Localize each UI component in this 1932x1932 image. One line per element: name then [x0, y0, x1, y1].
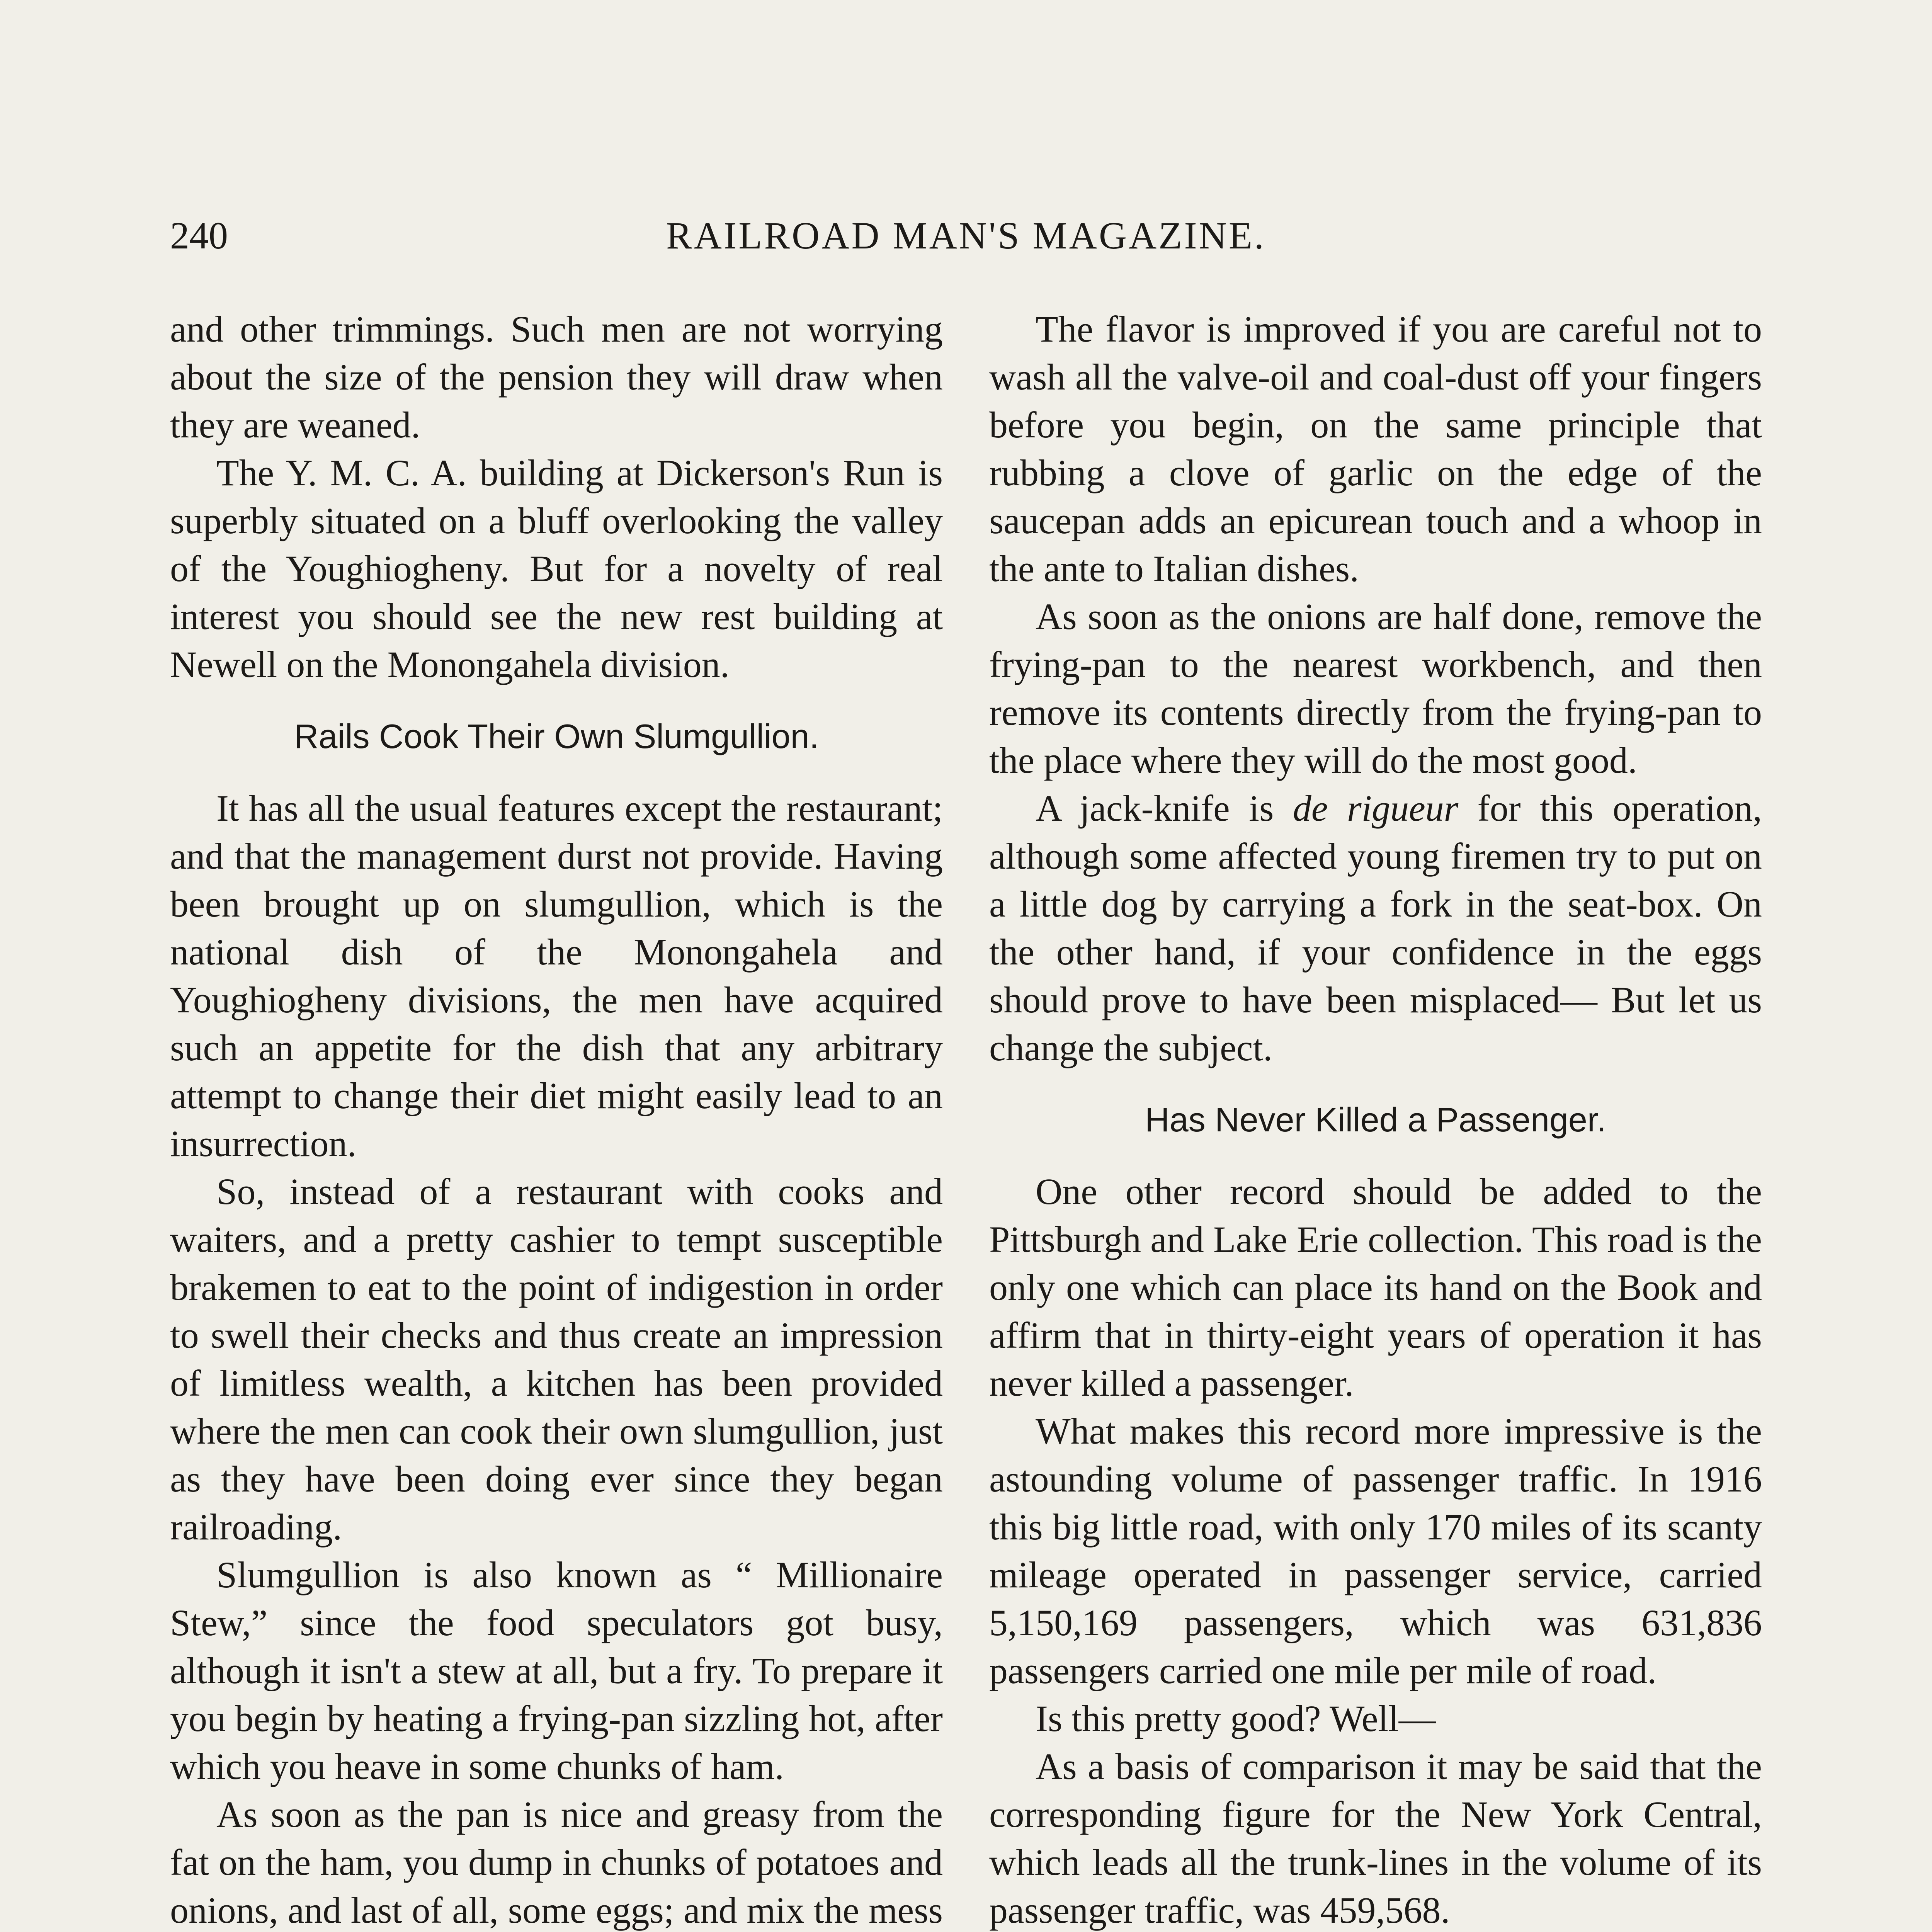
right-paragraph-5: What makes this record more impressive is the astounding volume of passenger traffic. In 1916 this big little road, with only 170 miles of its scanty mileage operated in passenger service, carried 5,150,169 passengers, which was 631,836 passengers carried one mile per mile of road.	[989, 1410, 1762, 1691]
left-paragraph-4: So, instead of a restaurant with cooks and waiters, and a pretty cashier to tempt susceptible brakemen to eat to the point of indigestion in order to swell their checks and thus create an impression of limitless wealth, a kitchen has been provided where the men can cook their own slumgullion, just as they have been doing ever since they began railroading.	[170, 1171, 943, 1548]
italic-phrase: de rigueur	[1293, 787, 1459, 829]
right-paragraph-7: As a basis of comparison it may be said that the corresponding figure for the New York Central, which leads all the trunk-lines in the volume of its passenger traffic, was 459,568.	[989, 1746, 1762, 1931]
left-column	[170, 305, 943, 1932]
subhead-never-killed: Has Never Killed a Passenger.	[1145, 1100, 1606, 1139]
right-paragraph-3-start: A jack-knife is	[1036, 787, 1293, 829]
left-paragraph-2: The Y. M. C. A. building at Dickerson's Run is superbly situated on a bluff overlooking the valley of the Youghiogheny. But for a novelty of real interest you should see the new rest building at Newell on the Monongahela division.	[170, 452, 943, 685]
right-paragraph-6: Is this pretty good? Well—	[1036, 1698, 1436, 1739]
left-paragraph-1: and other trimmings. Such men are not worrying about the size of the pension they will draw when they are weaned.	[170, 308, 943, 446]
right-paragraph-1: The flavor is improved if you are careful not to wash all the valve-oil and coal-dust off your fingers before you begin, on the same principle that rubbing a clove of garlic on the edge of the saucepan adds an epicurean touch and a whoop in the ante to Italian dishes.	[989, 308, 1762, 589]
right-paragraph-4: One other record should be added to the Pittsburgh and Lake Erie collection. This road is the only one which can place its hand on the Book and affirm that in thirty-eight years of operation it has never killed a passenger.	[989, 1171, 1762, 1404]
left-paragraph-5: Slumgullion is also known as “ Millionaire Stew,” since the food speculators got busy, although it isn't a stew at all, but a fry. To prepare it you begin by heating a frying-pan sizzling hot, after which you heave in some chunks of ham.	[170, 1554, 943, 1787]
right-column	[989, 305, 1762, 1932]
left-paragraph-3: It has all the usual features except the restaurant; and that the management durst not provide. Having been brought up on slumgullion, which is the national dish of the Monongahela and Youghiogheny divisions, the men have acquired such an appetite for the dish that any arbitrary attempt to change their diet might easily lead to an insurrection.	[170, 787, 943, 1164]
subhead-slumgullion: Rails Cook Their Own Slumgullion.	[294, 717, 819, 755]
page-header	[170, 211, 1762, 265]
right-paragraph-2: As soon as the onions are half done, remove the frying-pan to the nearest workbench, and then remove its contents directly from the frying-pan to the place where they will do the most good.	[989, 596, 1762, 781]
page-number: 240	[170, 214, 228, 257]
right-paragraph-3-end: for this operation, although some affected young firemen try to put on a little dog by carrying a fork in the seat-box. On the other hand, if your confidence in the eggs should prove to have been misplaced— But let us change the subject.	[989, 787, 1762, 1068]
right-paragraph-3	[989, 784, 1762, 1072]
magazine-title: RAILROAD MAN'S MAGAZINE.	[666, 214, 1266, 257]
left-paragraph-6: As soon as the pan is nice and greasy from the fat on the ham, you dump in chunks of potatoes and onions, and last of all, some eggs; and mix the mess	[170, 1794, 943, 1931]
